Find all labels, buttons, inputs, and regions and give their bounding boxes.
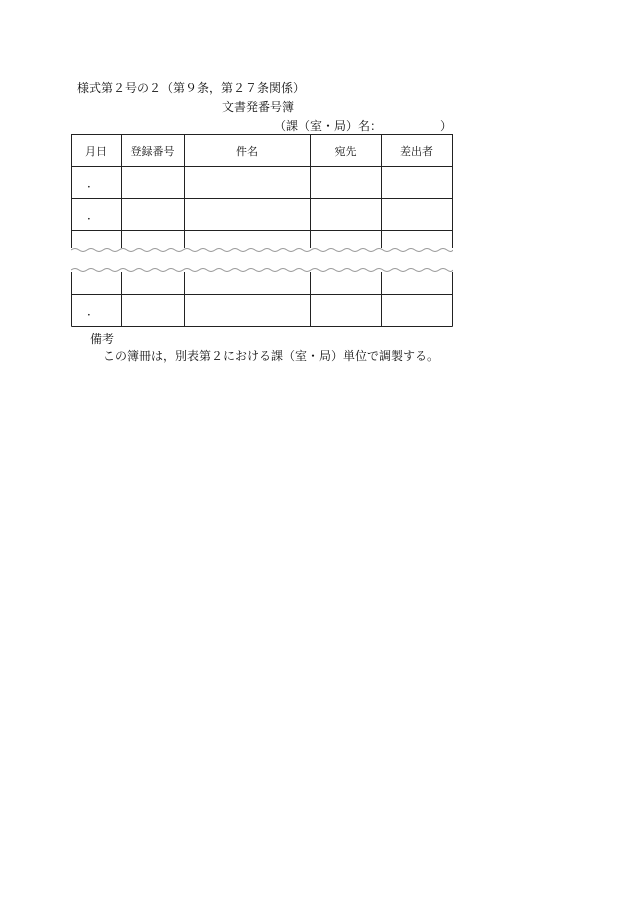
header-recipient: 宛先 [334,145,357,158]
header-registration-number: 登録番号 [130,145,175,158]
last-row-date-marker: ． [87,304,100,318]
notes-heading: 備考 [90,332,115,346]
department-name-close-paren: ） [440,119,453,133]
department-name-label: （課（室・局）名： [274,119,383,133]
form-number-label: 様式第２号の２（第９条，第２７条関係） [77,81,306,95]
header-sender: 差出者 [400,145,433,158]
header-subject: 件名 [236,145,258,158]
row-2-date-marker: ． [87,208,100,222]
document-title: 文書発番号簿 [222,100,295,114]
notes-body: この簿冊は，別表第２における課（室・局）単位で調製する。 [103,349,440,363]
register-table-grid [71,134,453,327]
row-1-date-marker: ． [87,176,100,190]
register-table [71,134,453,327]
header-date: 月日 [85,145,107,158]
